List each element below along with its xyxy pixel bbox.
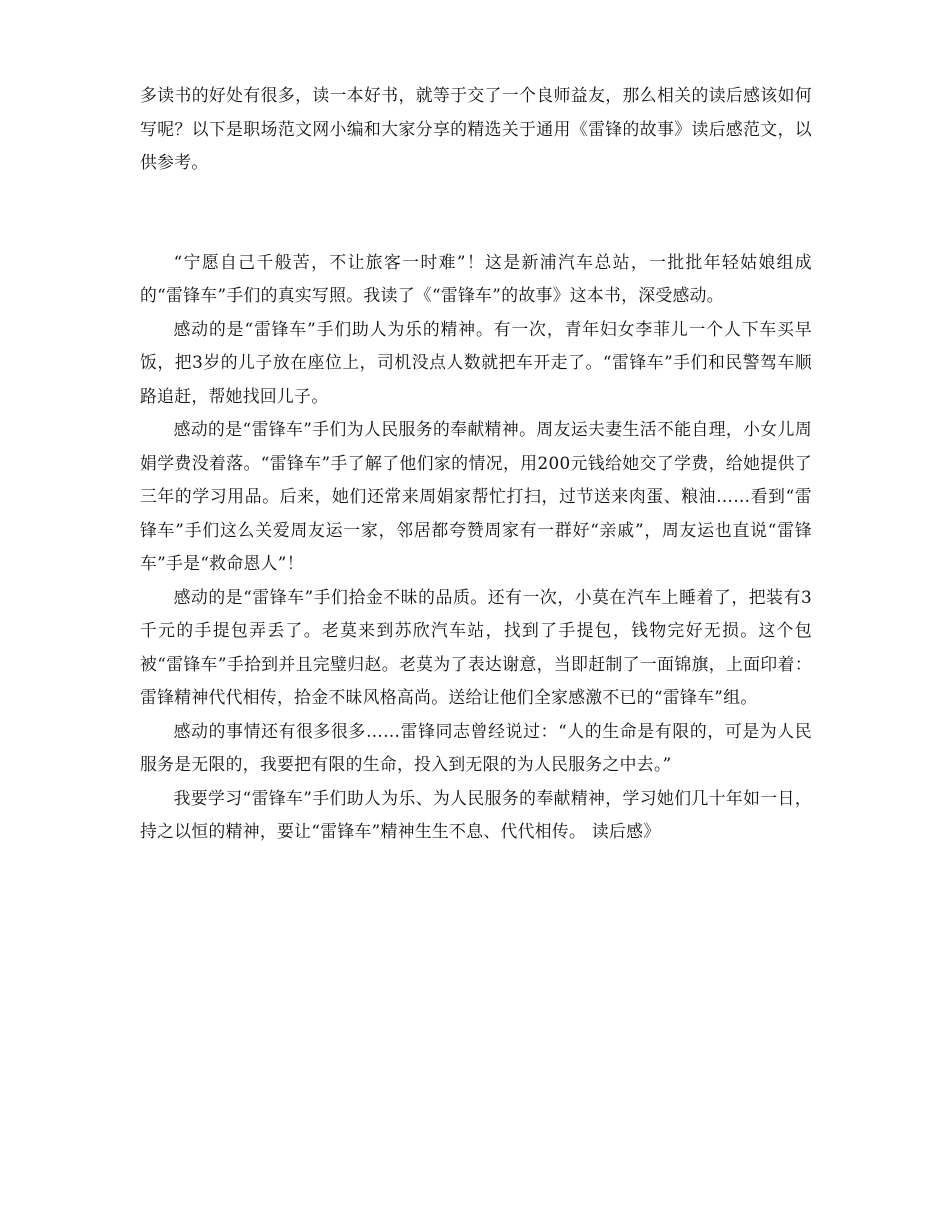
body-paragraph-5: 感动的事情还有很多很多……雷锋同志曾经说过：“人的生命是有限的，可是为人民服务是无限的，我要把有限的生命，投入到无限的为人民服务之中去。” bbox=[140, 720, 812, 774]
body-paragraph-3: 感动的是“雷锋车”手们为人民服务的奉献精神。周友运夫妻生活不能自理，小女儿周娟学费没着落。“雷锋车”手了解了他们家的情况，用200元钱给她交了学费，给她提供了三年的学习用品。后来，她们还常来周娟家帮忙打扫，过节送来肉蛋、粮油……看到“雷锋车”手们这么关爱周友运一家，邻居都夸赞周家有一群好“亲戚”，周友运也直说“雷锋车”手是“救命恩人”！ bbox=[140, 419, 812, 573]
body-paragraph-1: “宁愿自己千般苦，不让旅客一时难”！这是新浦汽车总站，一批批年轻姑娘组成的“雷锋车”手们的真实写照。我读了《“雷锋车”的故事》这本书，深受感动。 bbox=[140, 251, 812, 305]
body-paragraph-4: 感动的是“雷锋车”手们拾金不昧的品质。还有一次，小莫在汽车上睡着了，把装有3千元的手提包弄丢了。老莫来到苏欣汽车站，找到了手提包，钱物完好无损。这个包被“雷锋车”手拾到并且完璧归赵。老莫为了表达谢意，当即赶制了一面锦旗，上面印着：雷锋精神代代相传，拾金不昧风格高尚。送给让他们全家感激不已的“雷锋车”组。 bbox=[140, 586, 812, 707]
intro-paragraph: 多读书的好处有很多，读一本好书，就等于交了一个良师益友，那么相关的读后感该如何写呢？以下是职场范文网小编和大家分享的精选关于通用《雷锋的故事》读后感范文，以供参考。 bbox=[140, 85, 812, 172]
document-body bbox=[140, 79, 812, 849]
body-paragraph-6: 我要学习“雷锋车”手们助人为乐、为人民服务的奉献精神，学习她们几十年如一日，持之以恒的精神，要让“雷锋车”精神生生不息、代代相传。 读后感》 bbox=[140, 787, 812, 841]
body-paragraph-2: 感动的是“雷锋车”手们助人为乐的精神。有一次，青年妇女李菲儿一个人下车买早饭，把3岁的儿子放在座位上，司机没点人数就把车开走了。“雷锋车”手们和民警驾车顺路追赶，帮她找回儿子。 bbox=[140, 318, 812, 406]
